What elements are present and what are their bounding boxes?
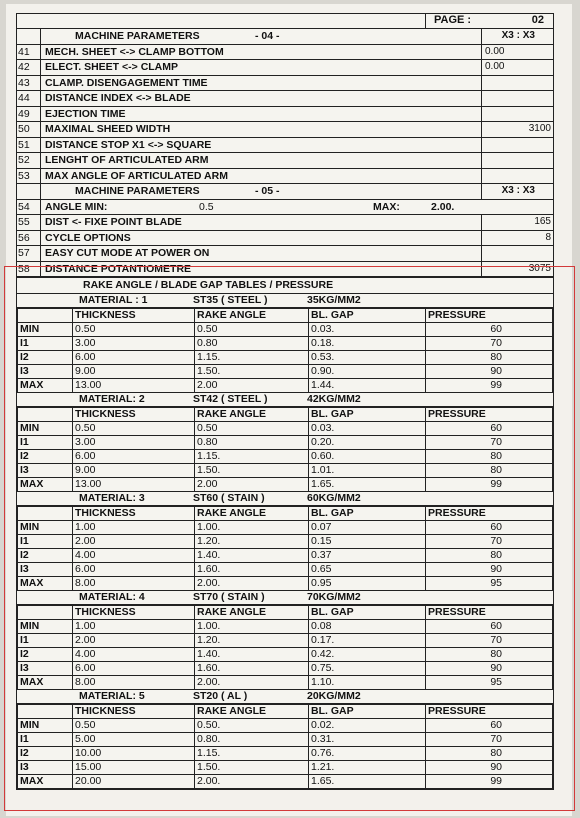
parameter-description: EJECTION TIME: [45, 107, 126, 120]
row-label: I2: [18, 647, 73, 661]
pressure-value: 80: [426, 548, 553, 562]
table-row: [18, 774, 553, 788]
row-label: MIN: [18, 520, 73, 534]
pressure-value: 90: [426, 661, 553, 675]
parameter-value: 8: [545, 231, 551, 243]
pressure-value: 99: [426, 774, 553, 788]
pressure-value: 60: [426, 421, 553, 435]
row-label-header: [18, 407, 73, 421]
blade-gap-header: BL. GAP: [309, 407, 426, 421]
parameter-row: [17, 246, 553, 262]
pressure-value: 80: [426, 449, 553, 463]
blade-gap-value: 0.15: [309, 534, 426, 548]
row-label: I2: [18, 449, 73, 463]
parameter-value-cell: [481, 138, 553, 153]
pressure-value: 70: [426, 633, 553, 647]
section-ratio-cell-section4: [481, 29, 553, 44]
rake-angle-value: 1.50.: [195, 364, 309, 378]
angle-min-value: 0.5: [199, 200, 214, 213]
material-table: [17, 506, 553, 591]
thickness-value: 3.00: [73, 435, 195, 449]
angle-max-value: 2.00.: [431, 200, 455, 213]
section-title-section4: MACHINE PARAMETERS: [75, 30, 200, 42]
page-number-box: [425, 14, 554, 28]
material-label: MATERIAL: 5: [79, 689, 145, 702]
parameter-number: 49: [17, 107, 41, 122]
pressure-value: 70: [426, 534, 553, 548]
material-strength: 70KG/MM2: [307, 590, 361, 603]
pressure-value: 90: [426, 364, 553, 378]
row-label: MAX: [18, 378, 73, 392]
blade-gap-value: 1.65.: [309, 774, 426, 788]
thickness-value: 1.00: [73, 520, 195, 534]
parameter-description: LENGHT OF ARTICULATED ARM: [45, 154, 209, 166]
material-table: [17, 308, 553, 393]
parameter-value: 0.00: [485, 61, 505, 72]
rake-angle-header: RAKE ANGLE: [195, 308, 309, 322]
parameter-description: ANGLE MIN:: [45, 200, 108, 213]
parameter-row: [17, 60, 553, 76]
parameter-number: 42: [17, 60, 41, 75]
pressure-value: 60: [426, 718, 553, 732]
pressure-header: PRESSURE: [426, 506, 553, 520]
row-label: I2: [18, 350, 73, 364]
thickness-value: 0.50: [73, 421, 195, 435]
parameter-number: 50: [17, 122, 41, 137]
row-label: I3: [18, 463, 73, 477]
blade-gap-value: 1.21.: [309, 760, 426, 774]
thickness-value: 2.00: [73, 534, 195, 548]
parameter-row: [17, 153, 553, 169]
rake-angle-value: 0.50: [195, 322, 309, 336]
row-label: MIN: [18, 718, 73, 732]
thickness-value: 2.00: [73, 633, 195, 647]
pressure-value: 80: [426, 647, 553, 661]
row-label: I3: [18, 364, 73, 378]
rake-angle-value: 0.50: [195, 421, 309, 435]
table-row: [18, 350, 553, 364]
thickness-value: 8.00: [73, 576, 195, 590]
table-row: [18, 576, 553, 590]
rake-angle-value: 2.00.: [195, 576, 309, 590]
parameter-number: 44: [17, 91, 41, 106]
pressure-value: 99: [426, 477, 553, 491]
table-row: [18, 378, 553, 392]
parameter-description: DISTANCE INDEX <-> BLADE: [45, 92, 191, 104]
row-label-header: [18, 605, 73, 619]
blade-gap-header: BL. GAP: [309, 605, 426, 619]
section-ratio-section4: X3 : X3: [501, 30, 535, 41]
material-header: [17, 393, 553, 407]
rake-angle-value: 1.00.: [195, 619, 309, 633]
table-row: [18, 449, 553, 463]
thickness-value: 8.00: [73, 675, 195, 689]
row-label: MAX: [18, 774, 73, 788]
rake-angle-value: 1.60.: [195, 562, 309, 576]
parameter-number: 57: [17, 246, 41, 261]
pressure-header: PRESSURE: [426, 605, 553, 619]
pressure-value: 80: [426, 463, 553, 477]
parameter-value: 3100: [528, 123, 551, 134]
row-number-cell: [17, 184, 41, 199]
rake-angle-header: RAKE ANGLE: [195, 407, 309, 421]
material-header: [17, 591, 553, 605]
rake-angle-value: 1.15.: [195, 746, 309, 760]
thickness-value: 6.00: [73, 661, 195, 675]
row-label-header: [18, 704, 73, 718]
section-header-section5: [17, 184, 553, 200]
material-label: MATERIAL : 1: [79, 293, 148, 306]
section-header-section4: [17, 29, 553, 45]
rake-angle-header: RAKE ANGLE: [195, 605, 309, 619]
blade-gap-value: 1.44.: [309, 378, 426, 392]
material-grade: ST70 ( STAIN ): [193, 590, 265, 603]
table-header-row: [18, 407, 553, 421]
paper-page: [6, 4, 572, 816]
thickness-value: 15.00: [73, 760, 195, 774]
blade-gap-value: 0.03.: [309, 322, 426, 336]
pressure-header: PRESSURE: [426, 308, 553, 322]
thickness-value: 1.00: [73, 619, 195, 633]
material-strength: 35KG/MM2: [307, 293, 361, 306]
table-row: [18, 421, 553, 435]
rake-angle-header: RAKE ANGLE: [195, 704, 309, 718]
parameter-value-cell: [481, 107, 553, 122]
pressure-value: 60: [426, 520, 553, 534]
blade-gap-value: 0.03.: [309, 421, 426, 435]
pressure-value: 95: [426, 675, 553, 689]
row-label: I1: [18, 336, 73, 350]
rake-angle-value: 1.20.: [195, 534, 309, 548]
parameter-number: 51: [17, 138, 41, 153]
section-number-section5: - 05 -: [255, 185, 280, 197]
row-label: MAX: [18, 477, 73, 491]
parameter-value-cell: [481, 91, 553, 106]
table-row: [18, 520, 553, 534]
material-header: [17, 492, 553, 506]
row-label: I2: [18, 746, 73, 760]
row-label: MAX: [18, 675, 73, 689]
rake-angle-value: 1.50.: [195, 760, 309, 774]
parameter-row: [17, 107, 553, 123]
parameter-number: 41: [17, 45, 41, 60]
table-row: [18, 562, 553, 576]
blade-gap-value: 1.65.: [309, 477, 426, 491]
blade-gap-value: 0.42.: [309, 647, 426, 661]
table-row: [18, 661, 553, 675]
rake-angle-value: 1.00.: [195, 520, 309, 534]
table-header-row: [18, 506, 553, 520]
thickness-value: 5.00: [73, 732, 195, 746]
table-row: [18, 718, 553, 732]
rake-angle-value: 0.80: [195, 435, 309, 449]
parameter-row: [17, 91, 553, 107]
table-row: [18, 463, 553, 477]
section-ratio-cell-section5: [481, 184, 553, 199]
pressure-header: PRESSURE: [426, 407, 553, 421]
row-label: MIN: [18, 619, 73, 633]
material-header: [17, 294, 553, 308]
parameter-value-cell: [481, 76, 553, 91]
rake-angle-value: 1.40.: [195, 548, 309, 562]
parameter-value-cell: [481, 262, 553, 277]
parameter-row: [17, 122, 553, 138]
section-number-section4: - 04 -: [255, 30, 280, 42]
pressure-value: 70: [426, 435, 553, 449]
table-row: [18, 534, 553, 548]
parameter-value: 165: [534, 216, 551, 227]
row-label: I1: [18, 534, 73, 548]
table-header-row: [18, 308, 553, 322]
material-grade: ST42 ( STEEL ): [193, 392, 268, 405]
table-row: [18, 633, 553, 647]
thickness-value: 3.00: [73, 336, 195, 350]
material-strength: 42KG/MM2: [307, 392, 361, 405]
rake-angle-value: 1.50.: [195, 463, 309, 477]
row-label: I1: [18, 633, 73, 647]
table-row: [18, 364, 553, 378]
material-header: [17, 690, 553, 704]
material-label: MATERIAL: 3: [79, 491, 145, 504]
parameter-number: 58: [17, 262, 41, 277]
section-title-section5: MACHINE PARAMETERS: [75, 185, 200, 197]
parameter-description: DIST <- FIXE POINT BLADE: [45, 216, 182, 228]
parameter-value-cell: [481, 60, 553, 75]
blade-gap-header: BL. GAP: [309, 704, 426, 718]
rake-angle-value: 0.80.: [195, 732, 309, 746]
parameter-row: [17, 262, 553, 278]
parameter-description: ELECT. SHEET <-> CLAMP: [45, 61, 179, 73]
blade-gap-value: 0.65: [309, 562, 426, 576]
row-label: I2: [18, 548, 73, 562]
page-label: PAGE :: [434, 14, 472, 26]
table-row: [18, 732, 553, 746]
row-label: I1: [18, 435, 73, 449]
blade-gap-value: 0.95: [309, 576, 426, 590]
table-header-row: [18, 605, 553, 619]
blade-gap-value: 0.17.: [309, 633, 426, 647]
row-label: MAX: [18, 576, 73, 590]
table-row: [18, 760, 553, 774]
parameter-description: CLAMP. DISENGAGEMENT TIME: [45, 76, 208, 89]
parameter-number: 53: [17, 169, 41, 184]
blade-gap-value: 1.10.: [309, 675, 426, 689]
parameter-value-cell: [481, 231, 553, 246]
parameter-description: DISTANCE POTANTIOMETRE: [45, 262, 192, 275]
page-header: [17, 14, 553, 29]
parameter-description: DISTANCE STOP X1 <-> SQUARE: [45, 138, 212, 151]
thickness-header: THICKNESS: [73, 407, 195, 421]
blade-gap-value: 0.75.: [309, 661, 426, 675]
table-row: [18, 619, 553, 633]
material-strength: 20KG/MM2: [307, 689, 361, 702]
parameter-value-cell: [481, 153, 553, 168]
material-table: [17, 704, 553, 789]
pressure-value: 70: [426, 336, 553, 350]
rake-angle-value: 2.00: [195, 477, 309, 491]
pressure-value: 80: [426, 350, 553, 364]
table-header-row: [18, 704, 553, 718]
parameter-number: 55: [17, 215, 41, 230]
blade-gap-value: 0.53.: [309, 350, 426, 364]
pressure-value: 90: [426, 760, 553, 774]
blade-gap-value: 0.20.: [309, 435, 426, 449]
table-row: [18, 336, 553, 350]
parameter-description: MAX ANGLE OF ARTICULATED ARM: [45, 169, 228, 182]
parameter-row: [17, 215, 553, 231]
thickness-header: THICKNESS: [73, 308, 195, 322]
table-row: [18, 548, 553, 562]
parameter-value: 3075: [528, 262, 551, 274]
pressure-header: PRESSURE: [426, 704, 553, 718]
blade-gap-value: 1.01.: [309, 463, 426, 477]
blade-gap-value: 0.37: [309, 548, 426, 562]
parameter-sheet: [16, 13, 554, 790]
parameter-number: 56: [17, 231, 41, 246]
parameter-row: [17, 45, 553, 61]
parameter-value-cell: [481, 122, 553, 137]
thickness-value: 4.00: [73, 548, 195, 562]
tables-title-row: [17, 278, 553, 294]
row-label: MIN: [18, 421, 73, 435]
parameter-row-angle: [17, 200, 553, 216]
parameter-row: [17, 231, 553, 247]
rake-angle-header: RAKE ANGLE: [195, 506, 309, 520]
parameter-description: CYCLE OPTIONS: [45, 231, 131, 244]
material-grade: ST35 ( STEEL ): [193, 293, 268, 306]
material-strength: 60KG/MM2: [307, 491, 361, 504]
parameter-number: 52: [17, 153, 41, 168]
rake-angle-value: 0.80: [195, 336, 309, 350]
thickness-value: 0.50: [73, 718, 195, 732]
parameter-value-cell: [481, 246, 553, 261]
thickness-value: 6.00: [73, 449, 195, 463]
pressure-value: 99: [426, 378, 553, 392]
row-number-cell: [17, 29, 41, 44]
material-grade: ST60 ( STAIN ): [193, 491, 265, 504]
thickness-value: 9.00: [73, 463, 195, 477]
thickness-value: 4.00: [73, 647, 195, 661]
thickness-header: THICKNESS: [73, 704, 195, 718]
blade-gap-value: 0.02.: [309, 718, 426, 732]
blade-gap-value: 0.90.: [309, 364, 426, 378]
parameter-value-cell: [481, 215, 553, 230]
page-number: 02: [531, 14, 544, 26]
material-label: MATERIAL: 4: [79, 590, 145, 603]
blade-gap-value: 0.08: [309, 619, 426, 633]
blade-gap-header: BL. GAP: [309, 308, 426, 322]
parameter-value-cell: [481, 169, 553, 184]
material-grade: ST20 ( AL ): [193, 689, 248, 702]
table-row: [18, 477, 553, 491]
thickness-value: 13.00: [73, 378, 195, 392]
thickness-header: THICKNESS: [73, 506, 195, 520]
table-row: [18, 435, 553, 449]
row-label: I1: [18, 732, 73, 746]
parameter-row: [17, 76, 553, 92]
parameter-description: MAXIMAL SHEED WIDTH: [45, 123, 171, 135]
row-label: I3: [18, 760, 73, 774]
rake-angle-value: 1.40.: [195, 647, 309, 661]
blade-gap-value: 0.31.: [309, 732, 426, 746]
thickness-value: 10.00: [73, 746, 195, 760]
blade-gap-value: 0.76.: [309, 746, 426, 760]
rake-angle-value: 1.60.: [195, 661, 309, 675]
thickness-value: 6.00: [73, 350, 195, 364]
pressure-value: 80: [426, 746, 553, 760]
table-row: [18, 675, 553, 689]
thickness-value: 13.00: [73, 477, 195, 491]
parameter-row: [17, 169, 553, 185]
thickness-header: THICKNESS: [73, 605, 195, 619]
table-row: [18, 322, 553, 336]
parameter-value-cell: [481, 45, 553, 60]
rake-angle-value: 2.00.: [195, 774, 309, 788]
rake-angle-tables: [17, 277, 553, 789]
rake-angle-value: 2.00: [195, 378, 309, 392]
blade-gap-header: BL. GAP: [309, 506, 426, 520]
parameter-number: 54: [17, 200, 41, 215]
rake-angle-value: 2.00.: [195, 675, 309, 689]
rake-angle-value: 0.50.: [195, 718, 309, 732]
pressure-value: 95: [426, 576, 553, 590]
material-table: [17, 407, 553, 492]
material-label: MATERIAL: 2: [79, 392, 145, 405]
blade-gap-value: 0.60.: [309, 449, 426, 463]
rake-angle-value: 1.15.: [195, 350, 309, 364]
parameter-description: EASY CUT MODE AT POWER ON: [45, 247, 210, 259]
pressure-value: 90: [426, 562, 553, 576]
thickness-value: 9.00: [73, 364, 195, 378]
parameter-description: MECH. SHEET <-> CLAMP BOTTOM: [45, 45, 224, 58]
thickness-value: 20.00: [73, 774, 195, 788]
pressure-value: 60: [426, 619, 553, 633]
parameter-value: 0.00: [485, 45, 505, 57]
thickness-value: 0.50: [73, 322, 195, 336]
thickness-value: 6.00: [73, 562, 195, 576]
row-label-header: [18, 308, 73, 322]
section-ratio-section5: X3 : X3: [501, 185, 535, 196]
table-row: [18, 647, 553, 661]
blade-gap-value: 0.07: [309, 520, 426, 534]
tables-title: RAKE ANGLE / BLADE GAP TABLES / PRESSURE: [83, 279, 334, 291]
pressure-value: 60: [426, 322, 553, 336]
parameter-number: 43: [17, 76, 41, 91]
row-label: MIN: [18, 322, 73, 336]
table-row: [18, 746, 553, 760]
rake-angle-value: 1.15.: [195, 449, 309, 463]
rake-angle-value: 1.20.: [195, 633, 309, 647]
material-table: [17, 605, 553, 690]
parameter-row: [17, 138, 553, 154]
blade-gap-value: 0.18.: [309, 336, 426, 350]
angle-max-label: MAX:: [373, 200, 400, 213]
row-label: I3: [18, 562, 73, 576]
pressure-value: 70: [426, 732, 553, 746]
row-label-header: [18, 506, 73, 520]
row-label: I3: [18, 661, 73, 675]
